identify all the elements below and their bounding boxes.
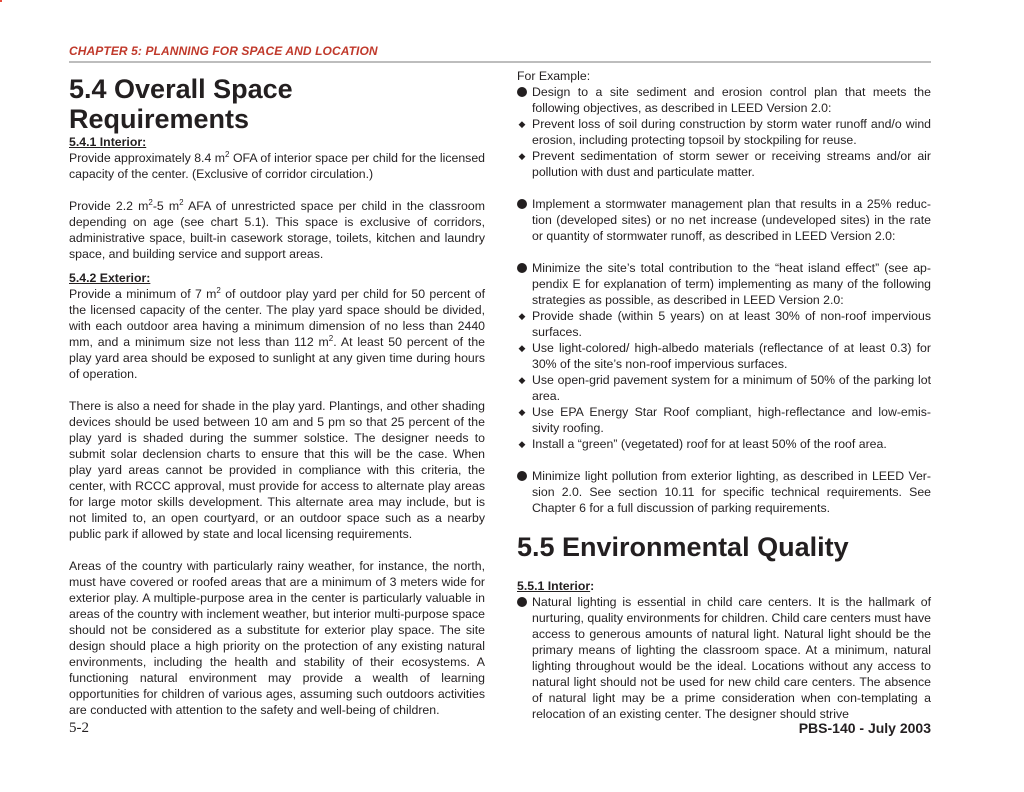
- diamond-bullet-icon: ◆: [518, 439, 526, 449]
- diamond-bullet-icon: ◆: [518, 343, 526, 353]
- header-rule: [69, 61, 931, 63]
- diamond-bullet-icon: ◆: [518, 407, 526, 417]
- exterior-paragraph-1: Provide a minimum of 7 $m^2$ of outdoor play yard per child for 50 percent of the licensed capacity of the center. The play yard space should be divided, with each outdoor area having a minimum dimension of no less than 2440 mm, and a minimum size not less than 112 $m^2$. At least 50 percent of the play yard area should be exposed to sunlight at any given time during hours of operation.: [69, 285, 486, 381]
- section-title-5-5: 5.5 Environmental Quality: [517, 532, 849, 562]
- diamond-bullet-icon: ◆: [518, 151, 526, 161]
- right-column: [517, 68, 931, 722]
- list-item: ◆ Prevent sedimentation of storm sewer or receiving streams and/or air pollution with dust and particulate matter.: [518, 149, 931, 179]
- list-item: Implement a stormwater management plan that results in a 25% reduc-tion (developed sites) or no net increase (undeveloped sites) in the rate or quantity of stormwater runoff, as described in LEED Version 2.0:: [517, 196, 931, 244]
- list-item: Design to a site sediment and erosion control plan that meets the following objectives, as described in LEED Version 2.0:: [517, 84, 931, 116]
- list-item: ◆ Use light-colored/ high-albedo materials (reflectance of at least 0.3) for 30% of the site’s non-roof impervious surfaces.: [518, 341, 931, 371]
- interior-heading: 5.4.1 Interior:: [69, 135, 147, 149]
- document-id: PBS-140 - July 2003: [798, 720, 931, 736]
- corner-mark: [0, 0, 2, 2]
- bullet-icon: [517, 597, 527, 607]
- list-item: ◆ Install a “green” (vegetated) roof for at least 50% of the roof area.: [518, 437, 887, 451]
- list-item: Minimize light pollution from exterior lighting, as described in LEED Ver-sion 2.0. See section 10.11 for specific technical requirements. See Chapter 6 for a full discussion of parking requirements.: [517, 468, 931, 516]
- interior-heading-5-5-1: 5.5.1 Interior:: [517, 579, 595, 593]
- section-title-line2: Requirements: [69, 104, 250, 134]
- section-title-5-4: [69, 74, 485, 134]
- list-item: ◆ Use open-grid pavement system for a minimum of 50% of the parking lot area.: [518, 373, 931, 403]
- diamond-bullet-icon: ◆: [518, 375, 526, 385]
- section-title-line1: 5.4 Overall Space: [69, 74, 293, 104]
- bullet-icon: [517, 87, 527, 97]
- list-item: Minimize the site’s total contribution to the “heat island effect” (see ap-pendix E for explanation of term) implementing as many of the following strategies as possible, as described in LEED Version 2.0:: [517, 260, 931, 308]
- bullet-icon: [517, 263, 527, 273]
- left-column: [69, 74, 485, 718]
- exterior-heading: 5.4.2 Exterior:: [69, 271, 151, 285]
- bullet-icon: [517, 199, 527, 209]
- bullet-icon: [517, 471, 527, 481]
- list-item: Natural lighting is essential in child care centers. It is the hallmark of nurturing, quality environments for children. Child care centers must have access to generous amounts of natural light. Natural light should be the primary means of lighting the classroom space. At a minimum, natural lighting throughout would be the ideal. Locations without any access to natural light should not be used for new child care centers. The absence of natural light may be a prime consideration when con-templating a relocation of an existing center. The designer should strive: [517, 594, 931, 722]
- chapter-header: CHAPTER 5: PLANNING FOR SPACE AND LOCATION: [69, 44, 378, 58]
- interior-paragraph-2: Provide 2.2 $m^2-5$ $m^2$ AFA of unrestricted space per child in the classroom depending on age (see chart 5.1). This space is exclusive of corridors, administrative space, built-in casework storage, toilets, kitchen and laundry space, and building service and support areas.: [69, 197, 485, 261]
- diamond-bullet-icon: ◆: [518, 311, 526, 321]
- diamond-bullet-icon: ◆: [518, 119, 526, 129]
- exterior-paragraph-2: There is also a need for shade in the play yard. Plantings, and other shading devices should be used between 10 am and 5 pm so that 25 percent of the play yard is shaded during the summer solstice. The designer needs to submit solar declension charts to ensure that this will be the case. When play yard areas cannot be provided in compliance with this criteria, the center, with RCCC approval, must provide for access to alternate play areas for large motor skills development. This alternate area may include, but is not limited to, an open courtyard, or an outdoor space such as a nearby public park if allowed by state and local licensing requirements.: [69, 399, 485, 541]
- list-item: ◆ Prevent loss of soil during construction by storm water runoff and/o wind erosion, including protecting topsoil by stockpiling for reuse.: [518, 117, 931, 147]
- interior-paragraph-1: Provide approximately 8.4 $m^2$ OFA of interior space per child for the licensed capacity of the center. (Exclusive of corridor circulation.): [69, 149, 485, 181]
- page-number: 5-2: [69, 720, 89, 736]
- exterior-paragraph-3: Areas of the country with particularly rainy weather, for instance, the north, must have covered or roofed areas that are a minimum of 3 meters wide for exterior play. A multiple-purpose area in the center is particularly valuable in areas of the country with inclement weather, but interior multi-purpose space should not be considered as a substitute for exterior play space. The site design should place a high priority on the protection of any existing natural environments, including the health and stability of their ecosystems. A functioning natural environment may provide a wealth of learning opportunities for children of various ages, assuming such outdoors activities are conducted with attention to the safety and well-being of children.: [69, 559, 485, 717]
- for-example-label: For Example:: [517, 69, 591, 83]
- list-item: ◆ Provide shade (within 5 years) on at least 30% of non-roof impervious surfaces.: [518, 309, 931, 339]
- list-item: ◆ Use EPA Energy Star Roof compliant, high-reflectance and low-emis-sivity roofing.: [518, 405, 931, 435]
